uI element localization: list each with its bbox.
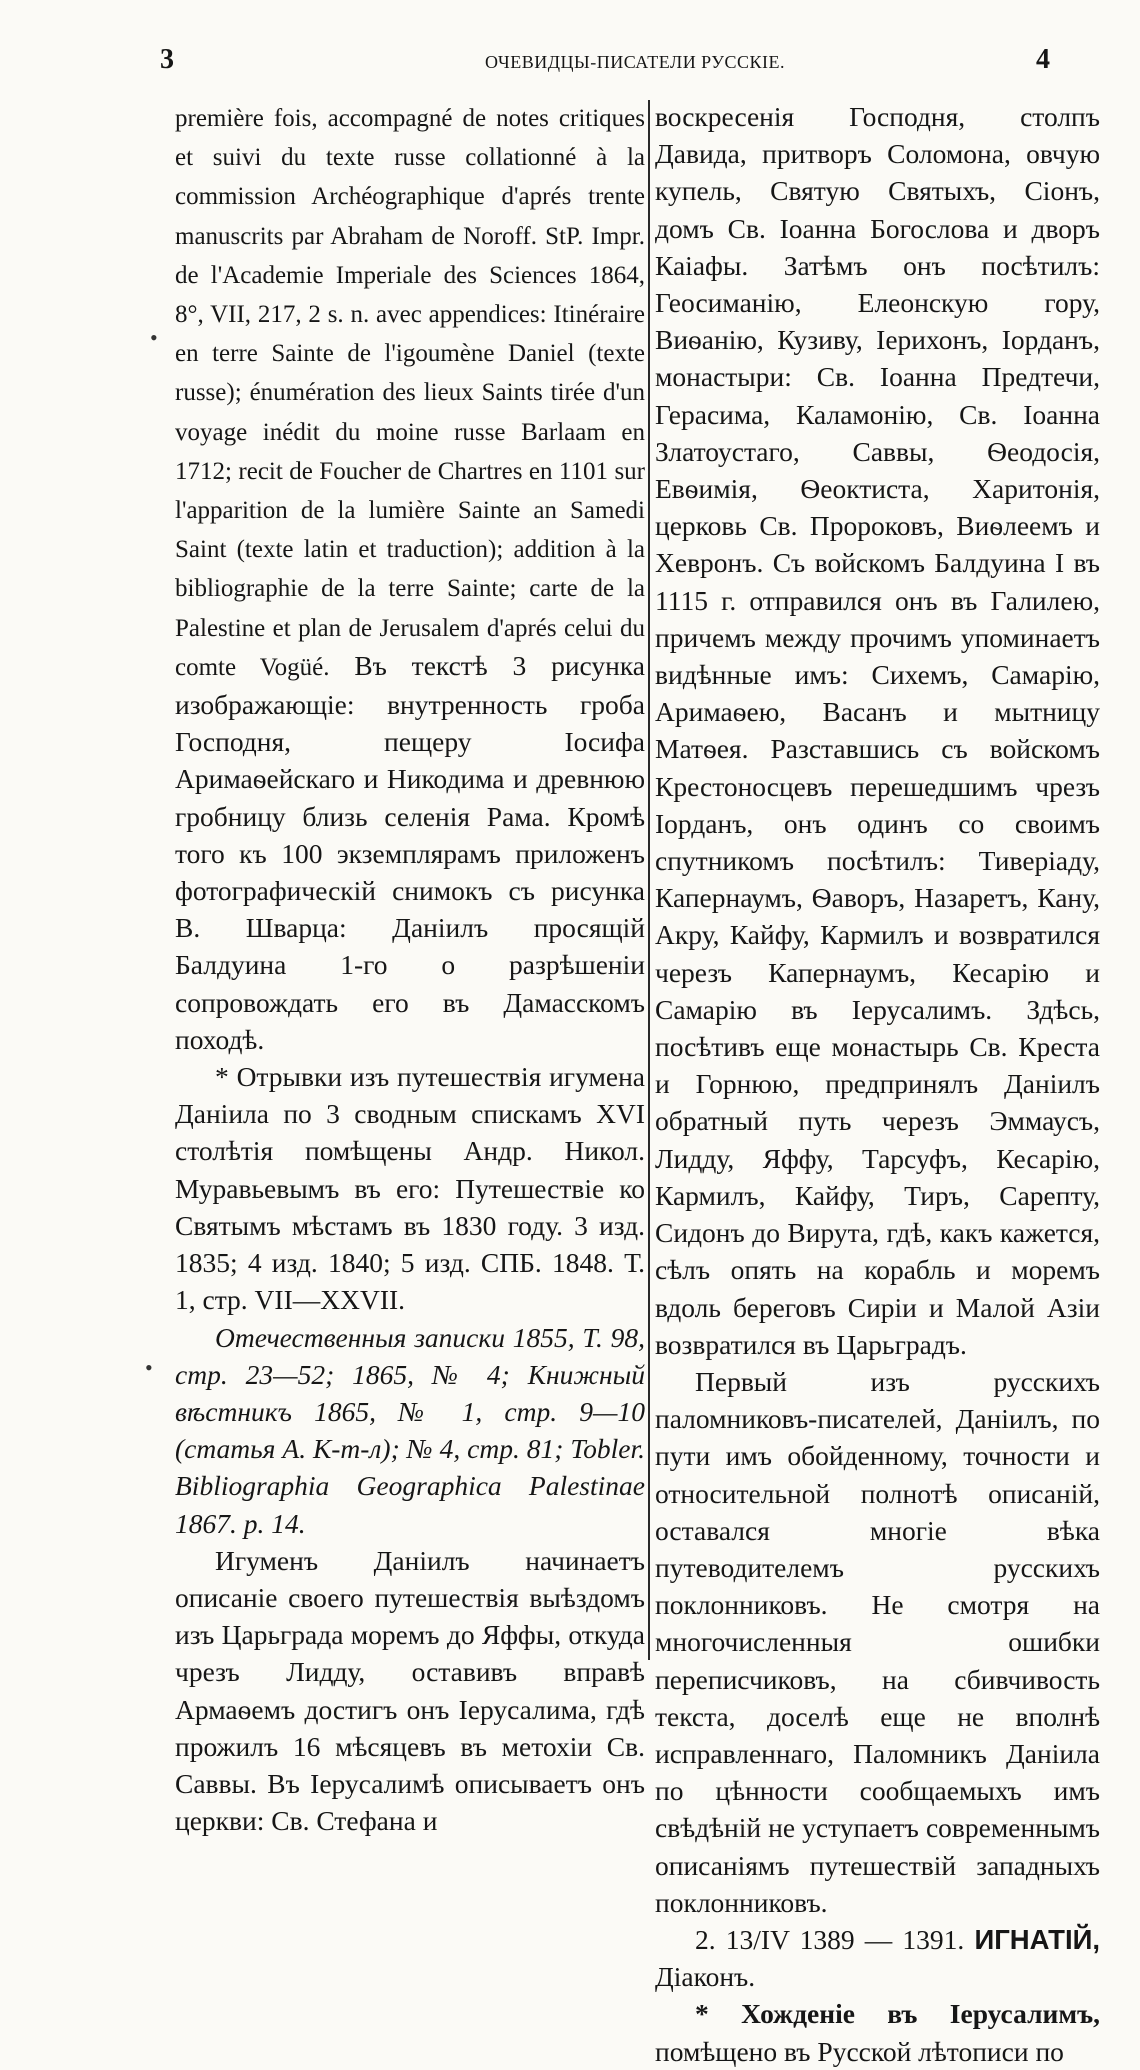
assessment-paragraph: Первый изъ русскихъ паломниковъ-писателей, Даніилъ, по пути имъ обойденному, точности и относительной полнотѣ описаній, оставался многіе вѣка путеводителемъ русскихъ поклонниковъ. Не смотря на многочисленныя ошибки переписчиковъ, на сбивчивость текста, доселѣ еще не вполнѣ исправленнаго, Паломникъ Даніила по цѣнности сообщаемыхъ имъ свѣдѣній не уступаетъ современнымъ описаніямъ путешествій западныхъ поклонниковъ. — [655, 1365, 1100, 1918]
column-divider — [648, 100, 650, 1660]
running-title: ОЧЕВИДЦЫ-ПИСАТЕЛИ РУССКІЕ. — [484, 52, 785, 72]
references-paragraph: Отечественныя записки 1855, Т. 98, стр. 23—52; 1865, № 4; Книжный вѣстникъ 1865, № 1, стр. 9—10 (статья А. К-т-л); № 4, стр. 81; Tobler. Bibliographia Geographica Palestinae 1867. p. 14. — [175, 1321, 645, 1539]
entry-heading — [655, 1921, 1100, 1995]
bibliography-paragraph — [175, 98, 645, 1058]
entry-name: ИГНАТІЙ, — [974, 1923, 1100, 1955]
right-page-number: 4 — [1036, 44, 1050, 75]
french-description: première fois, accompagné de notes critiques et suivi du texte russe collationné à la commission Archéographique d'aprés trente manuscrits par Abraham de Noroff. StP. Impr. de l'Academie Imperiale des Sciences 1864, 8°, VII, 217, 2 s. n. avec appendices: Itinéraire en terre Sainte de l'igoumène Daniel (texte russe); énumération des lieux Saints tirée d'un voyage inédit du moine russe Barlaam en 1712; recit de Foucher de Chartres en 1101 sur l'apparition de la lumière Sainte an Samedi Saint (texte latin et traduction); addition à la bibliographie de la terre Sainte; carte de la Palestine et plan de Jerusalem d'aprés celui du comte Vogüé. — [175, 105, 645, 681]
russian-description: Въ текстѣ 3 рисунка изображающіе: внутренность гроба Господня, пещеру Іосифа Аримаѳейскаго и Никодима и древнюю гробницу близь селенія Рама. Кромѣ того къ 100 экземплярамъ приложенъ фотографическій снимокъ съ рисунка В. Шварца: Даніилъ просящій Балдуина 1-го о разрѣшеніи сопровождать его въ Дамасскомъ походѣ. — [175, 649, 646, 1055]
margin-dot-mark: • — [145, 1355, 153, 1380]
entry-number: 2. 13/IV 1389 — 1391. — [695, 1923, 965, 1955]
entry-title: Діаконъ. — [655, 1961, 756, 1993]
margin-dot-mark: • — [150, 325, 158, 350]
description-paragraph: Игуменъ Даніилъ начинаетъ описаніе своего путешествія выѣздомъ изъ Царьграда моремъ до Яффы, откуда чрезъ Лидду, оставивъ вправѣ Армаѳемъ достигъ онъ Іерусалима, гдѣ прожилъ 16 мѣсяцевъ въ метохіи Св. Саввы. Въ Іерусалимѣ описываетъ онъ церкви: Св. Стефана и — [175, 1544, 645, 1837]
right-column — [655, 98, 1100, 2070]
left-column — [175, 98, 645, 1839]
page-header — [160, 44, 1110, 84]
excerpts-paragraph: * Отрывки изъ путешествія игумена Даніила по 3 сводным спискамъ XVI столѣтія помѣщены Андр. Никол. Муравьевымъ въ его: Путешествіе ко Святымъ мѣстамъ въ 1830 году. 3 изд. 1835; 4 изд. 1840; 5 изд. СПБ. 1848. Т. 1, стр. VII—XXVII. — [175, 1061, 645, 1316]
entry-work-text: помѣщено въ Русской лѣтописи по — [655, 2035, 1064, 2067]
entry-work-title: * Хожденіе въ Іерусалимъ, — [695, 1998, 1100, 2030]
itinerary-paragraph: воскресенія Господня, столпъ Давида, притворъ Соломона, овчую купель, Святую Святыхъ, Сіонъ, домъ Св. Іоанна Богослова и дворъ Каіафы. Затѣмъ онъ посѣтилъ: Геосиманію, Елеонскую гору, Виѳанію, Кузиву, Іерихонъ, Іорданъ, монастыри: Св. Іоанна Предтечи, Герасима, Каламонію, Св. Іоанна Златоустаго, Саввы, Ѳеодосія, Евѳимія, Ѳеоктиста, Харитонія, церковь Св. Пророковъ, Виѳлеемъ и Хевронъ. Съ войскомъ Балдуина I въ 1115 г. отправился онъ въ Галилею, причемъ между прочимъ упоминаетъ видѣнные имъ: Сихемъ, Самарію, Аримаѳею, Васанъ и мытницу Матѳея. Разставшись съ войскомъ Крестоносцевъ перешедшимъ чрезъ Іорданъ, онъ одинъ со своимъ спутникомъ посѣтилъ: Тиверіаду, Капернаумъ, Ѳаворъ, Назаретъ, Кану, Акру, Кайфу, Кармилъ и возвратился черезъ Капернаумъ, Кесарію и Самарію въ Іерусалимъ. Здѣсь, посѣтивъ еще монастырь Св. Креста и Горнюю, предпринялъ Даніилъ обратный путь черезъ Эммаусъ, Лидду, Яффу, Тарсуфъ, Кесарію, Кармилъ, Кайфу, Тиръ, Сарепту, Сидонъ до Вирута, гдѣ, какъ кажется, сѣлъ опять на корабль и моремъ вдоль береговъ Сиріи и Малой Азіи возвратился въ Царьградъ. — [655, 101, 1100, 1360]
entry-text — [655, 1995, 1100, 2069]
left-page-number: 3 — [160, 44, 174, 75]
